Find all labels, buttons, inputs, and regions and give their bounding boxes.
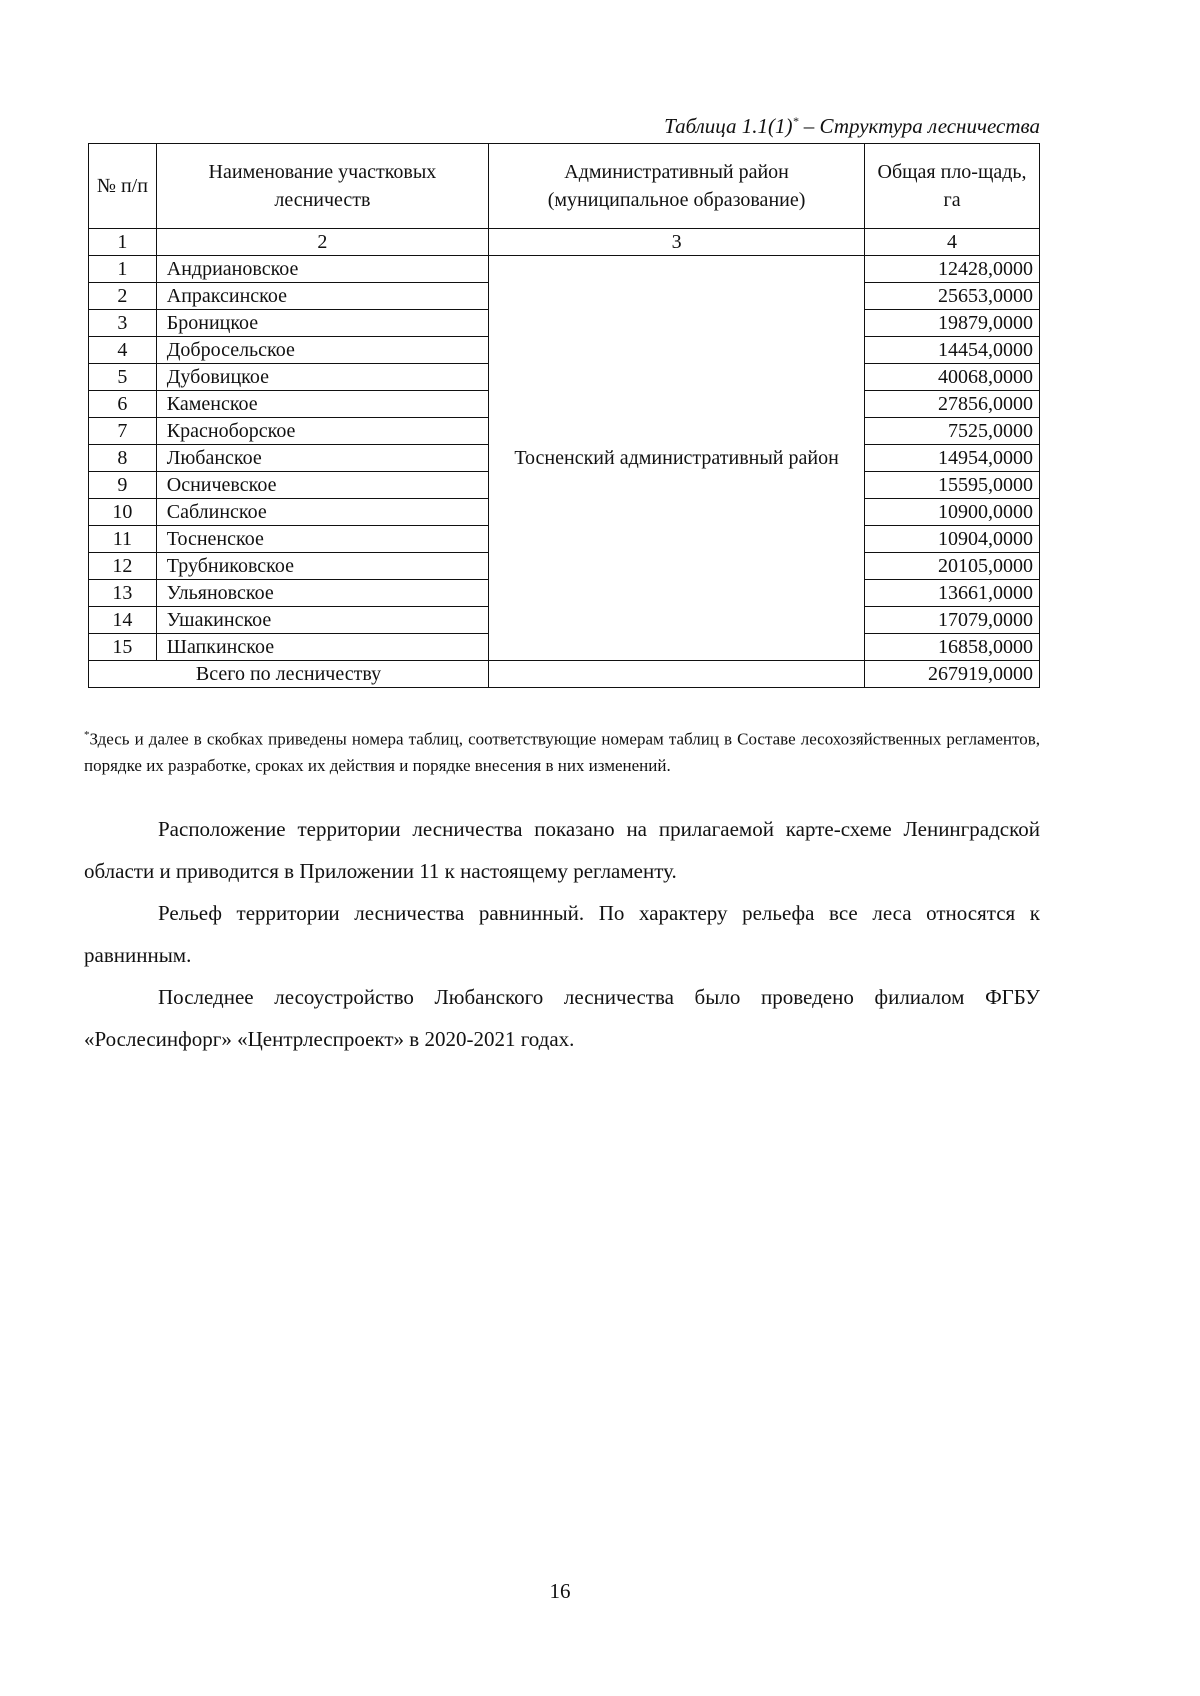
paragraph-forest-inventory: Последнее лесоустройство Любанского лесничества было проведено филиалом ФГБУ «Рослесинфорг» «Центрлеспроект» в 2020-2021 годах. (84, 985, 1040, 1051)
forestry-name: Тосненское (156, 526, 488, 553)
area-value: 25653,0000 (865, 283, 1040, 310)
column-index: 2 (156, 229, 488, 256)
area-value: 17079,0000 (865, 607, 1040, 634)
row-number: 12 (89, 553, 157, 580)
row-number: 8 (89, 445, 157, 472)
row-number: 1 (89, 256, 157, 283)
column-index: 3 (489, 229, 865, 256)
total-label: Всего по лесничеству (89, 661, 489, 688)
forestry-name: Шапкинское (156, 634, 488, 661)
row-number: 14 (89, 607, 157, 634)
paragraph-relief: Рельеф территории лесничества равнинный. По характеру рельефа все леса относятся к равнинным. (84, 901, 1040, 967)
forestry-name: Осничевское (156, 472, 488, 499)
table-caption (88, 114, 1040, 139)
caption-title: – Структура лесничества (798, 114, 1040, 138)
area-value: 12428,0000 (865, 256, 1040, 283)
area-value: 20105,0000 (865, 553, 1040, 580)
footnote-text: Здесь и далее в скобках приведены номера таблиц, соответствующие номерам таблиц в Составе лесохозяйственных регламентов, порядке их разработке, сроках их действия и порядке внесения в них изменений. (84, 729, 1040, 775)
forestry-name: Броницкое (156, 310, 488, 337)
area-value: 13661,0000 (865, 580, 1040, 607)
area-value: 14954,0000 (865, 445, 1040, 472)
footnote (84, 722, 1040, 779)
table-row (89, 256, 1040, 283)
total-area: 267919,0000 (865, 661, 1040, 688)
footnote-mark: * (84, 729, 90, 741)
area-value: 14454,0000 (865, 337, 1040, 364)
forestry-name: Апраксинское (156, 283, 488, 310)
row-number: 5 (89, 364, 157, 391)
area-value: 27856,0000 (865, 391, 1040, 418)
forestry-name: Андриановское (156, 256, 488, 283)
area-value: 15595,0000 (865, 472, 1040, 499)
forestry-name: Добросельское (156, 337, 488, 364)
row-number: 9 (89, 472, 157, 499)
row-number: 6 (89, 391, 157, 418)
table-header-row (89, 144, 1040, 229)
area-value: 40068,0000 (865, 364, 1040, 391)
header-num: № п/п (89, 144, 157, 229)
page-number: 16 (549, 1579, 571, 1603)
row-number: 10 (89, 499, 157, 526)
forestry-name: Ушакинское (156, 607, 488, 634)
total-row (89, 661, 1040, 688)
row-number: 13 (89, 580, 157, 607)
forestry-name: Дубовицкое (156, 364, 488, 391)
row-number: 7 (89, 418, 157, 445)
table-body (89, 229, 1040, 688)
area-value: 10904,0000 (865, 526, 1040, 553)
header-district: Административный район (муниципальное образование) (489, 144, 865, 229)
row-number: 2 (89, 283, 157, 310)
forestry-name: Трубниковское (156, 553, 488, 580)
row-number: 3 (89, 310, 157, 337)
column-index: 4 (865, 229, 1040, 256)
forestry-name: Каменское (156, 391, 488, 418)
forestry-name: Ульяновское (156, 580, 488, 607)
row-number: 4 (89, 337, 157, 364)
column-index-row (89, 229, 1040, 256)
area-value: 10900,0000 (865, 499, 1040, 526)
total-empty-cell (489, 661, 865, 688)
caption-footnote-mark: * (792, 114, 799, 128)
area-value: 16858,0000 (865, 634, 1040, 661)
forestry-structure-table (88, 143, 1040, 688)
caption-label: Таблица 1.1(1) (664, 114, 793, 138)
row-number: 15 (89, 634, 157, 661)
forestry-name: Саблинское (156, 499, 488, 526)
column-index: 1 (89, 229, 157, 256)
area-value: 7525,0000 (865, 418, 1040, 445)
area-value: 19879,0000 (865, 310, 1040, 337)
header-name: Наименование участковых лесничеств (156, 144, 488, 229)
row-number: 11 (89, 526, 157, 553)
forestry-name: Любанское (156, 445, 488, 472)
district-cell: Тосненский административный район (489, 256, 865, 661)
paragraph-location: Расположение территории лесничества показано на прилагаемой карте-схеме Ленинградской области и приводится в Приложении 11 к настоящему регламенту. (84, 817, 1040, 883)
forestry-name: Красноборское (156, 418, 488, 445)
header-area: Общая пло-щадь, га (865, 144, 1040, 229)
